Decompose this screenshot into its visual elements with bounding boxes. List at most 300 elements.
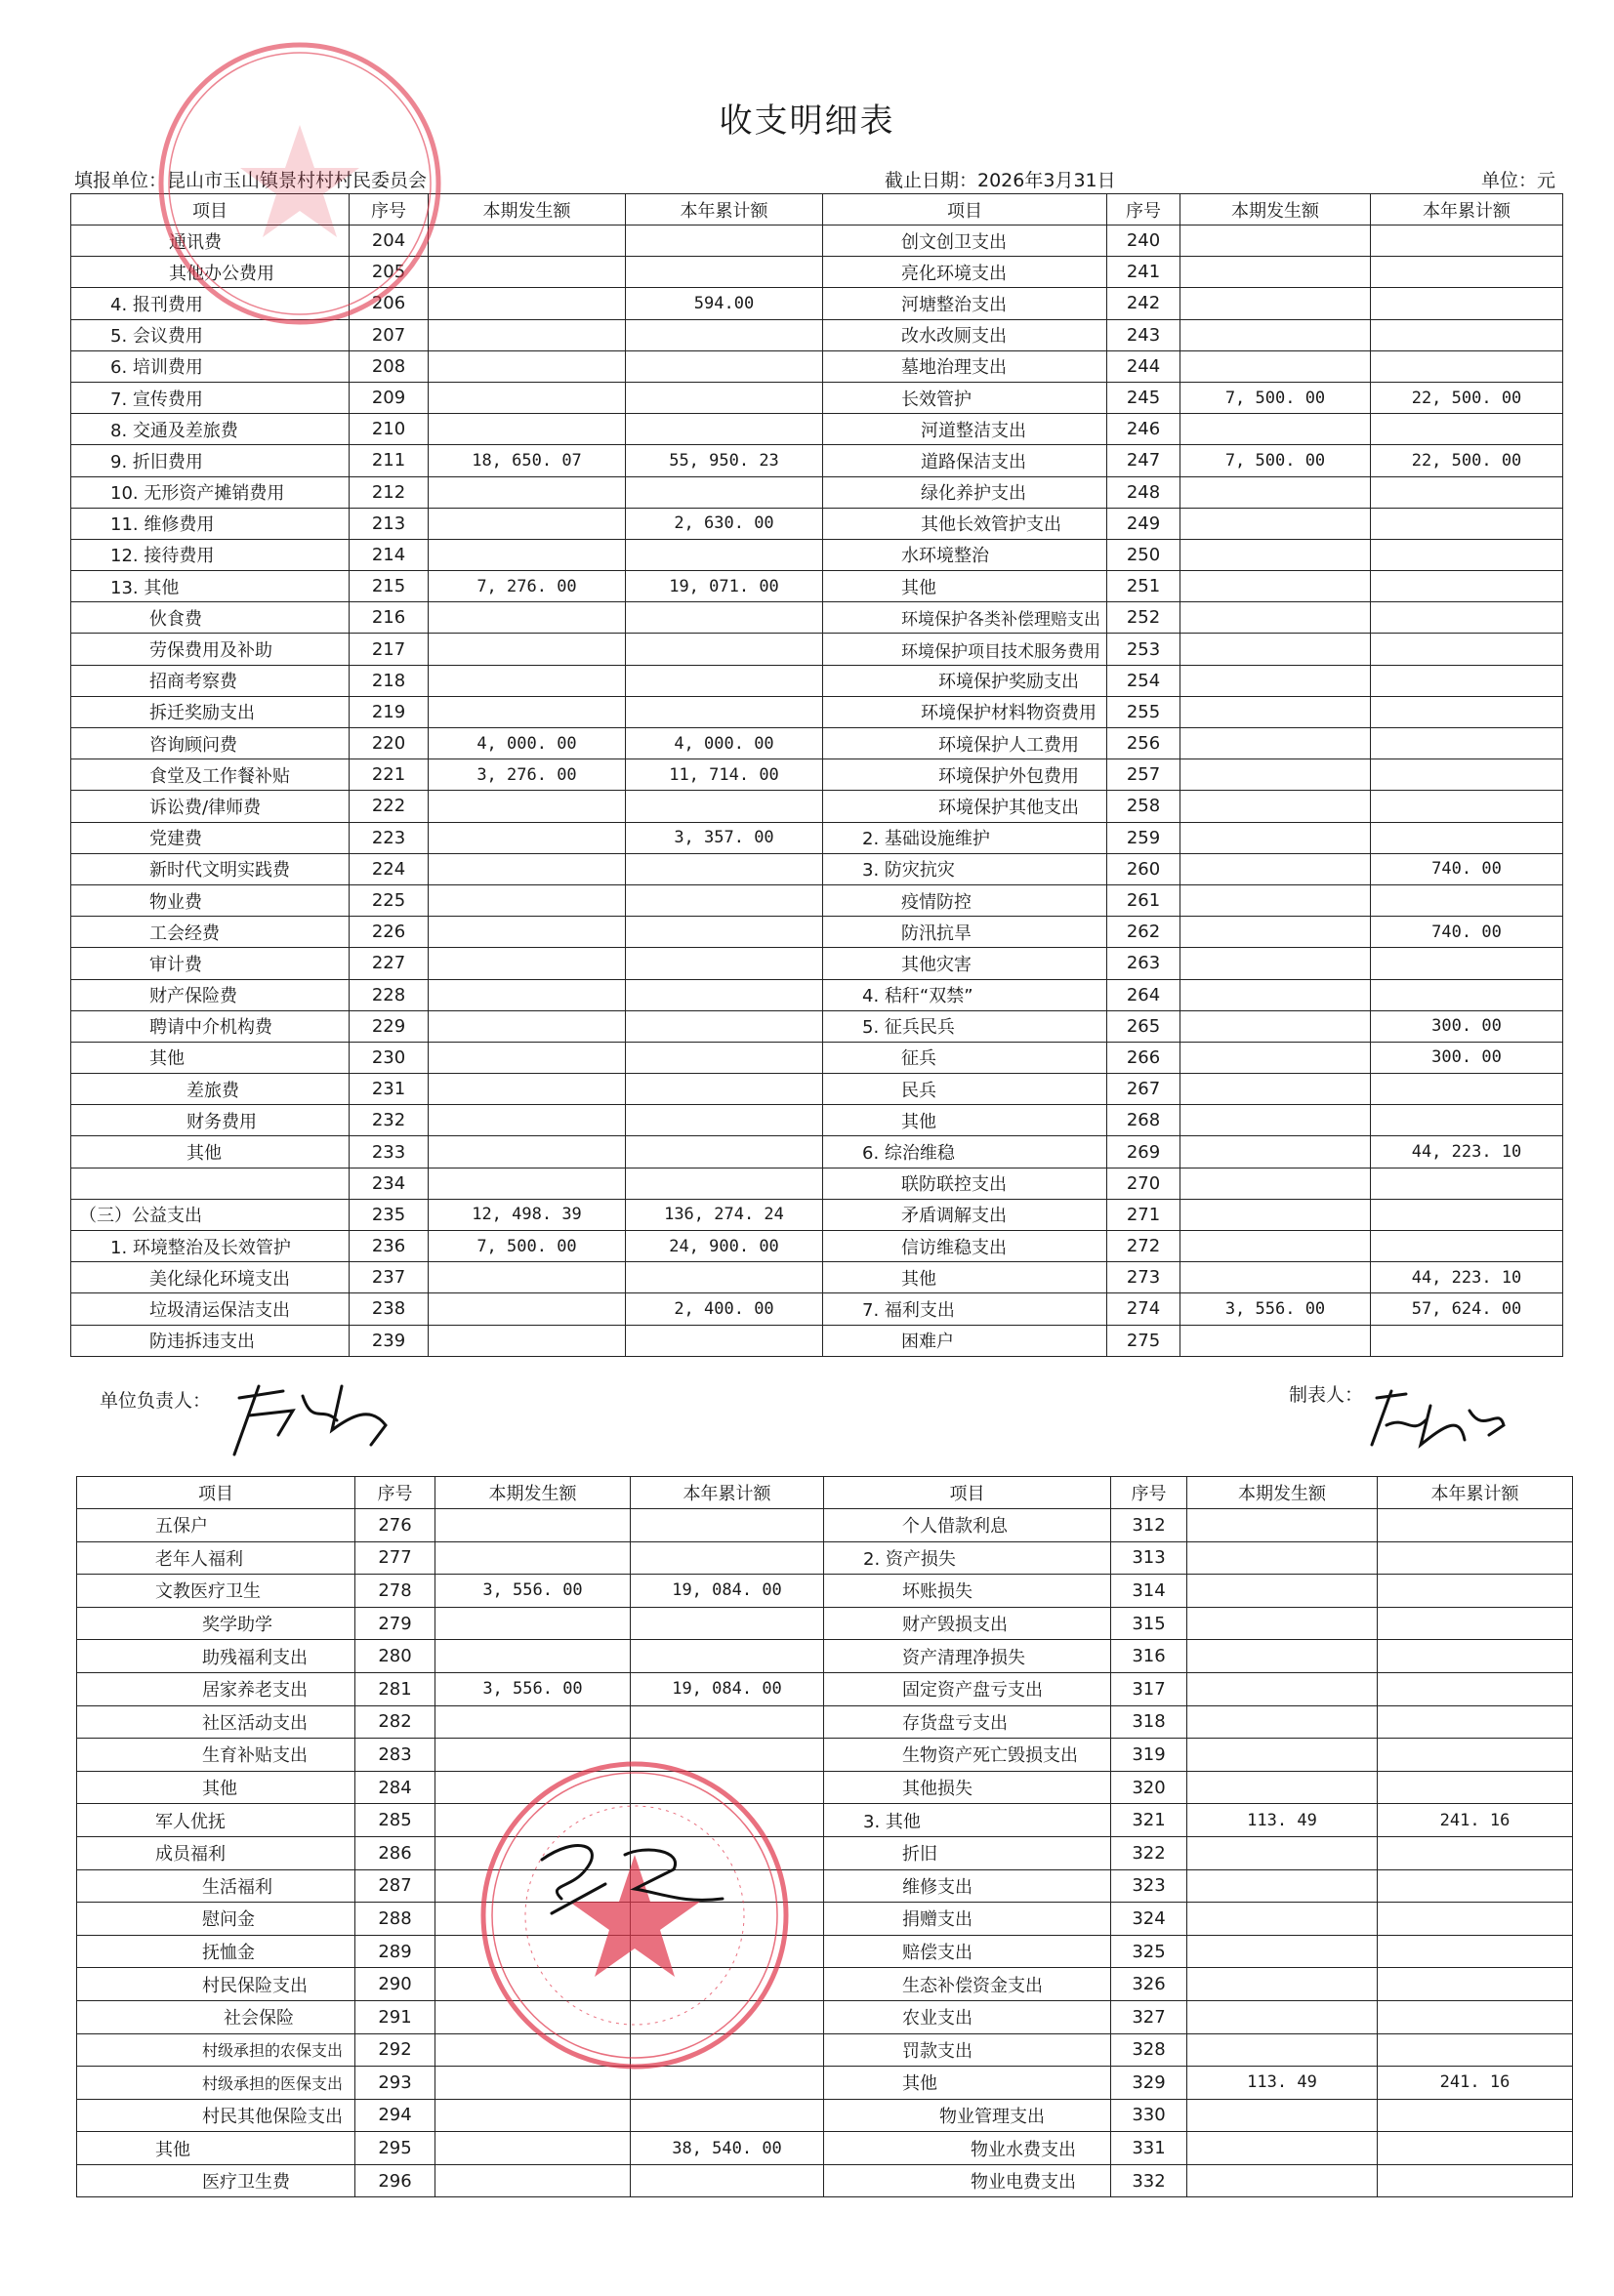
left-item-cell bbox=[71, 1010, 350, 1042]
item-label: 军人优抚 bbox=[155, 1811, 226, 1832]
left-current-amount-cell bbox=[429, 822, 626, 853]
table-header-row bbox=[71, 194, 1563, 226]
left-item-cell bbox=[77, 1705, 355, 1739]
table-row bbox=[71, 350, 1563, 382]
right-seq-cell: 247 bbox=[1107, 445, 1180, 476]
left-ytd-amount-cell bbox=[626, 319, 823, 350]
left-ytd-amount-cell: 136, 274. 24 bbox=[626, 1199, 823, 1230]
item-label: 其他办公费用 bbox=[169, 263, 274, 284]
left-ytd-amount-cell: 38, 540. 00 bbox=[631, 2132, 824, 2165]
table-row bbox=[77, 2033, 1573, 2067]
right-ytd-amount-cell: 57, 624. 00 bbox=[1371, 1293, 1563, 1325]
left-current-amount-cell bbox=[435, 1541, 631, 1575]
left-current-amount-cell bbox=[429, 634, 626, 665]
right-item-cell bbox=[823, 979, 1107, 1010]
table-row bbox=[71, 1262, 1563, 1293]
column-header-left-ytd-amount: 本年累计额 bbox=[631, 1477, 824, 1509]
right-current-amount-cell bbox=[1187, 1869, 1378, 1903]
item-label: 社会保险 bbox=[224, 2008, 294, 2030]
right-ytd-amount-cell: 740. 00 bbox=[1371, 917, 1563, 948]
left-current-amount-cell bbox=[429, 1262, 626, 1293]
left-seq-cell: 227 bbox=[350, 948, 429, 979]
table-row bbox=[77, 2099, 1573, 2132]
right-current-amount-cell bbox=[1180, 634, 1371, 665]
left-item-cell bbox=[77, 2000, 355, 2033]
left-seq-cell: 233 bbox=[350, 1136, 429, 1168]
item-label: 6. 综治维稳 bbox=[862, 1143, 955, 1165]
table-row bbox=[71, 476, 1563, 508]
item-label: 工会经费 bbox=[149, 922, 220, 944]
left-seq-cell: 279 bbox=[355, 1607, 435, 1640]
left-seq-cell: 276 bbox=[355, 1509, 435, 1542]
item-label: 创文创卫支出 bbox=[901, 231, 1007, 253]
left-seq-cell: 234 bbox=[350, 1168, 429, 1199]
right-item-cell bbox=[823, 634, 1107, 665]
right-seq-cell: 324 bbox=[1111, 1903, 1187, 1936]
right-current-amount-cell bbox=[1180, 948, 1371, 979]
left-ytd-amount-cell bbox=[626, 257, 823, 288]
right-item-cell bbox=[824, 1935, 1111, 1968]
left-ytd-amount-cell bbox=[631, 1836, 824, 1869]
left-current-amount-cell bbox=[429, 884, 626, 916]
left-item-cell bbox=[71, 288, 350, 319]
right-ytd-amount-cell bbox=[1371, 822, 1563, 853]
left-ytd-amount-cell: 2, 400. 00 bbox=[626, 1293, 823, 1325]
table-row bbox=[71, 759, 1563, 791]
right-item-cell bbox=[823, 665, 1107, 696]
right-current-amount-cell bbox=[1187, 1705, 1378, 1739]
left-ytd-amount-cell: 3, 357. 00 bbox=[626, 822, 823, 853]
left-current-amount-cell bbox=[429, 791, 626, 822]
right-seq-cell: 243 bbox=[1107, 319, 1180, 350]
right-seq-cell: 255 bbox=[1107, 696, 1180, 727]
left-seq-cell: 225 bbox=[350, 884, 429, 916]
right-current-amount-cell bbox=[1187, 2132, 1378, 2165]
item-label: 财务费用 bbox=[186, 1111, 257, 1132]
right-current-amount-cell bbox=[1180, 1262, 1371, 1293]
right-ytd-amount-cell bbox=[1378, 1739, 1573, 1772]
right-item-cell bbox=[823, 791, 1107, 822]
item-label: 固定资产盘亏支出 bbox=[902, 1680, 1043, 1702]
right-seq-cell: 272 bbox=[1107, 1231, 1180, 1262]
right-ytd-amount-cell bbox=[1378, 2000, 1573, 2033]
left-ytd-amount-cell bbox=[626, 1042, 823, 1073]
left-ytd-amount-cell bbox=[626, 1168, 823, 1199]
item-label: 民兵 bbox=[901, 1080, 936, 1101]
item-label: 抚恤金 bbox=[202, 1943, 255, 1964]
right-ytd-amount-cell bbox=[1371, 508, 1563, 539]
item-label: 道路保洁支出 bbox=[921, 451, 1026, 472]
right-ytd-amount-cell: 300. 00 bbox=[1371, 1010, 1563, 1042]
right-ytd-amount-cell bbox=[1378, 2033, 1573, 2067]
item-label: 其他灾害 bbox=[901, 954, 972, 975]
right-current-amount-cell bbox=[1180, 822, 1371, 853]
left-item-cell bbox=[71, 476, 350, 508]
right-ytd-amount-cell bbox=[1378, 1672, 1573, 1705]
right-ytd-amount-cell bbox=[1371, 634, 1563, 665]
right-item-cell bbox=[823, 445, 1107, 476]
left-seq-cell: 293 bbox=[355, 2067, 435, 2100]
right-item-cell bbox=[824, 1575, 1111, 1608]
right-current-amount-cell bbox=[1187, 1640, 1378, 1673]
item-label: 村级承担的农保支出 bbox=[202, 2041, 344, 2061]
right-seq-cell: 269 bbox=[1107, 1136, 1180, 1168]
item-label: 财产保险费 bbox=[149, 986, 237, 1007]
right-item-cell bbox=[823, 853, 1107, 884]
right-item-cell bbox=[823, 257, 1107, 288]
left-current-amount-cell bbox=[429, 665, 626, 696]
item-label: 7. 福利支出 bbox=[862, 1299, 955, 1321]
item-label: 3. 其他 bbox=[863, 1811, 921, 1832]
left-ytd-amount-cell bbox=[626, 1262, 823, 1293]
left-seq-cell: 292 bbox=[355, 2033, 435, 2067]
right-seq-cell: 241 bbox=[1107, 257, 1180, 288]
left-current-amount-cell bbox=[435, 2132, 631, 2165]
right-current-amount-cell bbox=[1180, 853, 1371, 884]
right-seq-cell: 314 bbox=[1111, 1575, 1187, 1608]
expense-table-upper bbox=[70, 193, 1563, 1357]
left-ytd-amount-cell bbox=[631, 1607, 824, 1640]
left-current-amount-cell bbox=[429, 1325, 626, 1356]
left-current-amount-cell bbox=[429, 476, 626, 508]
column-header-right-item: 项目 bbox=[823, 194, 1107, 226]
right-seq-cell: 313 bbox=[1111, 1541, 1187, 1575]
table-row bbox=[71, 445, 1563, 476]
left-item-cell bbox=[71, 571, 350, 602]
item-label: 疫情防控 bbox=[901, 891, 972, 913]
left-seq-cell: 210 bbox=[350, 414, 429, 445]
table-row bbox=[71, 226, 1563, 257]
left-current-amount-cell bbox=[429, 1010, 626, 1042]
left-ytd-amount-cell bbox=[626, 853, 823, 884]
right-current-amount-cell bbox=[1187, 2099, 1378, 2132]
right-seq-cell: 259 bbox=[1107, 822, 1180, 853]
right-current-amount-cell: 3, 556. 00 bbox=[1180, 1293, 1371, 1325]
right-current-amount-cell bbox=[1180, 1010, 1371, 1042]
right-ytd-amount-cell bbox=[1371, 1074, 1563, 1105]
left-seq-cell: 282 bbox=[355, 1705, 435, 1739]
right-current-amount-cell bbox=[1187, 1672, 1378, 1705]
table-row bbox=[71, 1293, 1563, 1325]
item-label: 生活福利 bbox=[202, 1876, 272, 1898]
right-current-amount-cell bbox=[1180, 1231, 1371, 1262]
right-ytd-amount-cell bbox=[1371, 728, 1563, 759]
right-item-cell bbox=[823, 319, 1107, 350]
left-seq-cell: 290 bbox=[355, 1968, 435, 2001]
item-label: 存货盘亏支出 bbox=[902, 1712, 1008, 1734]
item-label: 老年人福利 bbox=[155, 1548, 243, 1570]
left-item-cell bbox=[71, 948, 350, 979]
item-label: 2. 资产损失 bbox=[863, 1548, 956, 1570]
left-current-amount-cell bbox=[435, 2000, 631, 2033]
right-seq-cell: 244 bbox=[1107, 350, 1180, 382]
right-item-cell bbox=[823, 414, 1107, 445]
left-current-amount-cell bbox=[435, 1640, 631, 1673]
table-row bbox=[77, 1903, 1573, 1936]
item-label: 改水改厕支出 bbox=[901, 326, 1007, 348]
table-row bbox=[77, 2132, 1573, 2165]
right-item-cell bbox=[823, 1262, 1107, 1293]
right-item-cell bbox=[824, 1836, 1111, 1869]
left-ytd-amount-cell: 11, 714. 00 bbox=[626, 759, 823, 791]
left-seq-cell: 294 bbox=[355, 2099, 435, 2132]
left-seq-cell: 285 bbox=[355, 1804, 435, 1837]
item-label: 通讯费 bbox=[169, 231, 222, 253]
item-label: 其他 bbox=[186, 1143, 222, 1165]
item-label: 绿化养护支出 bbox=[921, 483, 1026, 505]
right-item-cell bbox=[823, 1199, 1107, 1230]
left-current-amount-cell bbox=[435, 1935, 631, 1968]
right-ytd-amount-cell bbox=[1371, 257, 1563, 288]
left-item-cell bbox=[71, 602, 350, 634]
item-label: 劳保费用及补助 bbox=[149, 640, 272, 662]
right-current-amount-cell bbox=[1187, 1836, 1378, 1869]
right-current-amount-cell bbox=[1180, 1042, 1371, 1073]
right-seq-cell: 246 bbox=[1107, 414, 1180, 445]
right-seq-cell: 260 bbox=[1107, 853, 1180, 884]
right-current-amount-cell bbox=[1180, 696, 1371, 727]
left-seq-cell: 230 bbox=[350, 1042, 429, 1073]
left-seq-cell: 223 bbox=[350, 822, 429, 853]
left-seq-cell: 226 bbox=[350, 917, 429, 948]
left-ytd-amount-cell bbox=[631, 1705, 824, 1739]
right-item-cell bbox=[823, 476, 1107, 508]
item-label: 其他 bbox=[901, 1111, 936, 1132]
left-item-cell bbox=[77, 1607, 355, 1640]
right-ytd-amount-cell bbox=[1371, 791, 1563, 822]
left-item-cell bbox=[77, 1903, 355, 1936]
left-ytd-amount-cell bbox=[631, 2164, 824, 2197]
left-current-amount-cell bbox=[429, 508, 626, 539]
table-row bbox=[71, 979, 1563, 1010]
left-ytd-amount-cell bbox=[626, 791, 823, 822]
left-current-amount-cell bbox=[435, 1804, 631, 1837]
right-ytd-amount-cell: 22, 500. 00 bbox=[1371, 445, 1563, 476]
right-item-cell bbox=[823, 1168, 1107, 1199]
right-current-amount-cell bbox=[1187, 1935, 1378, 1968]
left-current-amount-cell bbox=[435, 1771, 631, 1804]
right-ytd-amount-cell bbox=[1378, 2164, 1573, 2197]
table-row bbox=[77, 1509, 1573, 1542]
right-seq-cell: 328 bbox=[1111, 2033, 1187, 2067]
left-ytd-amount-cell bbox=[626, 1010, 823, 1042]
right-seq-cell: 262 bbox=[1107, 917, 1180, 948]
item-label: 生物资产死亡毁损支出 bbox=[902, 1745, 1078, 1767]
item-label: 拆迁奖励支出 bbox=[149, 703, 255, 724]
left-seq-cell: 208 bbox=[350, 350, 429, 382]
right-current-amount-cell bbox=[1180, 728, 1371, 759]
left-item-cell bbox=[71, 884, 350, 916]
item-label: （三）公益支出 bbox=[79, 1206, 202, 1227]
item-label: 其他 bbox=[202, 1779, 237, 1800]
table-row bbox=[71, 319, 1563, 350]
right-ytd-amount-cell bbox=[1371, 665, 1563, 696]
left-current-amount-cell bbox=[435, 2099, 631, 2132]
item-label: 9. 折旧费用 bbox=[110, 451, 203, 472]
column-header-left-current-amount: 本期发生额 bbox=[429, 194, 626, 226]
left-seq-cell: 238 bbox=[350, 1293, 429, 1325]
table-row bbox=[77, 1705, 1573, 1739]
item-label: 墓地治理支出 bbox=[901, 357, 1007, 379]
left-seq-cell: 296 bbox=[355, 2164, 435, 2197]
right-current-amount-cell bbox=[1187, 2000, 1378, 2033]
right-item-cell bbox=[824, 1607, 1111, 1640]
left-seq-cell: 231 bbox=[350, 1074, 429, 1105]
right-current-amount-cell bbox=[1187, 1575, 1378, 1608]
right-ytd-amount-cell bbox=[1371, 948, 1563, 979]
table-row bbox=[77, 1607, 1573, 1640]
left-current-amount-cell bbox=[429, 350, 626, 382]
right-ytd-amount-cell bbox=[1378, 1771, 1573, 1804]
right-item-cell bbox=[824, 1509, 1111, 1542]
left-item-cell bbox=[71, 791, 350, 822]
left-current-amount-cell bbox=[429, 948, 626, 979]
left-item-cell bbox=[71, 445, 350, 476]
left-current-amount-cell bbox=[435, 2164, 631, 2197]
right-current-amount-cell bbox=[1180, 1136, 1371, 1168]
table-row bbox=[71, 1199, 1563, 1230]
left-current-amount-cell bbox=[429, 853, 626, 884]
left-item-cell bbox=[71, 1262, 350, 1293]
left-item-cell bbox=[77, 2132, 355, 2165]
left-item-cell bbox=[77, 1935, 355, 1968]
right-seq-cell: 254 bbox=[1107, 665, 1180, 696]
left-current-amount-cell bbox=[435, 1509, 631, 1542]
left-item-cell bbox=[77, 1739, 355, 1772]
right-item-cell bbox=[823, 1105, 1107, 1136]
right-ytd-amount-cell bbox=[1378, 2099, 1573, 2132]
item-label: 4. 秸秆“双禁” bbox=[862, 986, 973, 1007]
left-ytd-amount-cell bbox=[631, 1903, 824, 1936]
right-item-cell bbox=[824, 1705, 1111, 1739]
right-ytd-amount-cell bbox=[1371, 1199, 1563, 1230]
right-item-cell bbox=[823, 822, 1107, 853]
left-item-cell bbox=[71, 853, 350, 884]
right-current-amount-cell bbox=[1180, 539, 1371, 570]
left-current-amount-cell bbox=[435, 2067, 631, 2100]
right-seq-cell: 317 bbox=[1111, 1672, 1187, 1705]
table-row bbox=[77, 1672, 1573, 1705]
table-row bbox=[71, 1010, 1563, 1042]
left-seq-cell: 220 bbox=[350, 728, 429, 759]
left-current-amount-cell bbox=[429, 979, 626, 1010]
right-current-amount-cell bbox=[1180, 1168, 1371, 1199]
item-label: 环境保护材料物资费用 bbox=[921, 703, 1097, 724]
right-item-cell bbox=[823, 1293, 1107, 1325]
table-row bbox=[71, 1168, 1563, 1199]
right-current-amount-cell bbox=[1180, 791, 1371, 822]
right-ytd-amount-cell: 241. 16 bbox=[1378, 2067, 1573, 2100]
right-seq-cell: 250 bbox=[1107, 539, 1180, 570]
right-ytd-amount-cell bbox=[1371, 884, 1563, 916]
left-ytd-amount-cell: 19, 071. 00 bbox=[626, 571, 823, 602]
right-ytd-amount-cell bbox=[1371, 602, 1563, 634]
right-ytd-amount-cell bbox=[1378, 1903, 1573, 1936]
right-ytd-amount-cell bbox=[1378, 1509, 1573, 1542]
left-current-amount-cell bbox=[429, 1042, 626, 1073]
left-item-cell bbox=[71, 1105, 350, 1136]
page-title: 收支明细表 bbox=[719, 102, 895, 141]
right-item-cell bbox=[823, 696, 1107, 727]
left-current-amount-cell: 7, 500. 00 bbox=[429, 1231, 626, 1262]
left-seq-cell: 216 bbox=[350, 602, 429, 634]
left-current-amount-cell bbox=[429, 288, 626, 319]
left-item-cell bbox=[77, 2099, 355, 2132]
right-seq-cell: 316 bbox=[1111, 1640, 1187, 1673]
right-item-cell bbox=[823, 759, 1107, 791]
table-row bbox=[71, 948, 1563, 979]
item-label: 环境保护项目技术服务费用 bbox=[901, 641, 1100, 662]
item-label: 环境保护外包费用 bbox=[938, 765, 1079, 787]
right-ytd-amount-cell: 44, 223. 10 bbox=[1371, 1262, 1563, 1293]
right-ytd-amount-cell bbox=[1378, 1575, 1573, 1608]
right-ytd-amount-cell bbox=[1371, 696, 1563, 727]
item-label: 其他长效管护支出 bbox=[921, 514, 1061, 536]
right-ytd-amount-cell bbox=[1378, 2132, 1573, 2165]
left-seq-cell: 235 bbox=[350, 1199, 429, 1230]
left-seq-cell: 277 bbox=[355, 1541, 435, 1575]
right-seq-cell: 251 bbox=[1107, 571, 1180, 602]
right-seq-cell: 268 bbox=[1107, 1105, 1180, 1136]
left-seq-cell: 229 bbox=[350, 1010, 429, 1042]
right-current-amount-cell bbox=[1180, 350, 1371, 382]
left-ytd-amount-cell bbox=[631, 1541, 824, 1575]
table-row bbox=[71, 1231, 1563, 1262]
item-label: 困难户 bbox=[901, 1332, 954, 1353]
right-seq-cell: 327 bbox=[1111, 2000, 1187, 2033]
column-header-right-item: 项目 bbox=[824, 1477, 1111, 1509]
item-label: 防汛抗旱 bbox=[901, 922, 972, 944]
right-seq-cell: 275 bbox=[1107, 1325, 1180, 1356]
left-seq-cell: 207 bbox=[350, 319, 429, 350]
left-current-amount-cell: 3, 276. 00 bbox=[429, 759, 626, 791]
left-current-amount-cell bbox=[429, 696, 626, 727]
right-current-amount-cell bbox=[1187, 1739, 1378, 1772]
right-current-amount-cell bbox=[1187, 2033, 1378, 2067]
right-seq-cell: 261 bbox=[1107, 884, 1180, 916]
item-label: 居家养老支出 bbox=[202, 1680, 308, 1702]
right-current-amount-cell bbox=[1180, 288, 1371, 319]
item-label: 新时代文明实践费 bbox=[149, 860, 290, 882]
left-seq-cell: 217 bbox=[350, 634, 429, 665]
column-header-left-current-amount: 本期发生额 bbox=[435, 1477, 631, 1509]
right-current-amount-cell bbox=[1180, 476, 1371, 508]
left-item-cell bbox=[71, 257, 350, 288]
currency-unit: 单位：元 bbox=[1481, 170, 1556, 191]
table-row bbox=[77, 1804, 1573, 1837]
right-ytd-amount-cell bbox=[1371, 539, 1563, 570]
right-seq-cell: 274 bbox=[1107, 1293, 1180, 1325]
right-item-cell bbox=[824, 1771, 1111, 1804]
left-seq-cell: 221 bbox=[350, 759, 429, 791]
left-seq-cell: 228 bbox=[350, 979, 429, 1010]
table-row bbox=[77, 1541, 1573, 1575]
left-current-amount-cell bbox=[435, 1869, 631, 1903]
right-seq-cell: 329 bbox=[1111, 2067, 1187, 2100]
right-ytd-amount-cell bbox=[1378, 1640, 1573, 1673]
left-item-cell bbox=[77, 1968, 355, 2001]
preparer-label: 制表人： bbox=[1289, 1384, 1364, 1406]
left-item-cell bbox=[77, 1541, 355, 1575]
item-label: 物业管理支出 bbox=[939, 2106, 1045, 2127]
right-ytd-amount-cell bbox=[1378, 1968, 1573, 2001]
right-item-cell bbox=[824, 2099, 1111, 2132]
right-ytd-amount-cell bbox=[1378, 1541, 1573, 1575]
right-ytd-amount-cell: 740. 00 bbox=[1371, 853, 1563, 884]
item-label: 征兵 bbox=[901, 1048, 936, 1070]
right-seq-cell: 315 bbox=[1111, 1607, 1187, 1640]
left-seq-cell: 219 bbox=[350, 696, 429, 727]
